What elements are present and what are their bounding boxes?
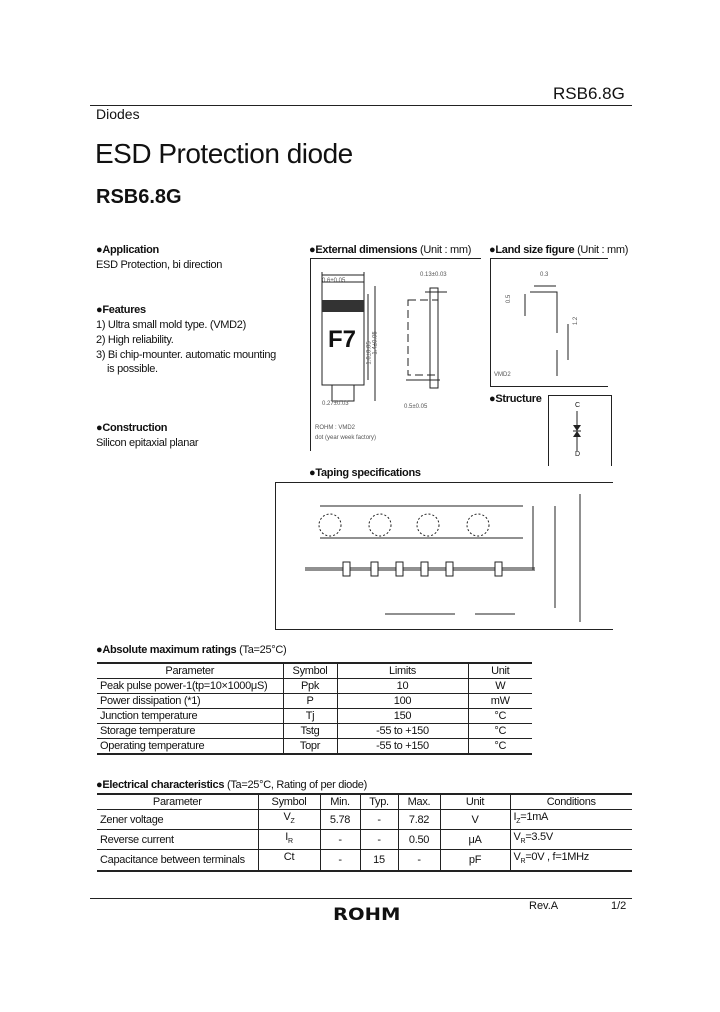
table-row (97, 709, 532, 724)
table-cell: 150 (337, 709, 468, 724)
table-row (97, 724, 532, 739)
land-dim: 0.5 (506, 294, 513, 304)
table-cell: Topr (283, 739, 337, 755)
table-cell: Ppk (283, 679, 337, 694)
symbol-text: V (283, 811, 291, 823)
package-label: ROHM : VMD2 (315, 425, 356, 431)
symbol-cell (258, 850, 320, 871)
unit-cell: pF (440, 850, 510, 871)
table-cell: °C (468, 739, 532, 755)
construction-text: Silicon epitaxial planar (96, 437, 199, 449)
table-cell: Operating temperature (97, 739, 283, 755)
pin-d-label: D (575, 451, 581, 458)
table-cell: Storage temperature (97, 724, 283, 739)
structure-heading: ●Structure (489, 393, 542, 405)
column-header: Min. (320, 794, 360, 810)
conditions-cell (510, 810, 632, 830)
max-cell: 0.50 (398, 830, 440, 850)
max-cell: 7.82 (398, 810, 440, 830)
min-cell: - (320, 850, 360, 871)
typ-cell: - (360, 810, 398, 830)
table-row (97, 739, 532, 755)
dim-label: 0.27±0.03 (322, 401, 349, 407)
symbol-cell (258, 830, 320, 850)
column-header: Unit (468, 663, 532, 679)
table-cell: 10 (337, 679, 468, 694)
land-package: VMD2 (494, 372, 511, 378)
table-cell: 100 (337, 694, 468, 709)
bidirectional-diode-symbol-icon (548, 395, 610, 465)
column-header: Symbol (258, 794, 320, 810)
header-divider (90, 105, 632, 106)
part-subtitle: RSB6.8G (96, 186, 182, 208)
min-cell: - (320, 830, 360, 850)
table-cell: Power dissipation (*1) (97, 694, 283, 709)
cond-text: V (513, 831, 521, 844)
table-cell: -55 to +150 (337, 724, 468, 739)
category-label: Diodes (96, 106, 140, 122)
cond-subscript: R (520, 838, 526, 846)
rohm-logo: ROHM (333, 905, 401, 925)
carrier-tape-drawing (275, 482, 612, 628)
cond-text: V (513, 851, 521, 864)
conditions-cell (510, 850, 632, 871)
column-header: Parameter (97, 794, 258, 810)
table-cell: Junction temperature (97, 709, 283, 724)
table-row (97, 850, 632, 871)
abs-max-table (97, 662, 532, 755)
header-part-number: RSB6.8G (553, 84, 625, 103)
land-dim: 1.2 (573, 316, 580, 326)
table-cell: mW (468, 694, 532, 709)
cond-subscript: R (520, 858, 526, 866)
column-header: Conditions (510, 794, 632, 810)
table-cell: -55 to +150 (337, 739, 468, 755)
table-cell: Tstg (283, 724, 337, 739)
land-dim: 0.3 (540, 272, 549, 278)
dim-label: 1.0±0.05 (366, 341, 373, 365)
external-dimensions-heading: ●External dimensions (Unit : mm) (309, 244, 472, 256)
unit-cell: V (440, 810, 510, 830)
symbol-subscript: Z (290, 818, 295, 826)
dim-label: 1.4±0.05 (372, 331, 379, 355)
feature-item: 2) High reliability. (96, 334, 174, 346)
typ-cell: 15 (360, 850, 398, 871)
min-cell: 5.78 (320, 810, 360, 830)
unit-cell: μA (440, 830, 510, 850)
features-heading: ●Features (96, 304, 146, 316)
dim-label: 0.13±0.03 (420, 272, 447, 278)
table-cell: P (283, 694, 337, 709)
marking-note: dot (year week factory) (315, 435, 377, 441)
table-row (97, 830, 632, 850)
table-cell: °C (468, 724, 532, 739)
dim-label: 0.6±0.05 (322, 278, 346, 284)
footer-divider (90, 898, 632, 899)
column-header: Parameter (97, 663, 283, 679)
column-header: Symbol (283, 663, 337, 679)
feature-item: 3) Bi chip-mounter. automatic mounting (96, 349, 276, 361)
page-title: ESD Protection diode (95, 138, 353, 169)
table-cell: Peak pulse power-1(tp=10×1000μS) (97, 679, 283, 694)
pin-c-label: C (575, 402, 581, 409)
cond-text: =0V , f=1MHz (525, 851, 589, 864)
revision-label: Rev.A (529, 900, 559, 912)
page-number: 1/2 (611, 900, 627, 912)
cond-subscript: Z (516, 818, 521, 826)
package-outline-drawing (310, 258, 480, 450)
column-header: Limits (337, 663, 468, 679)
column-header: Typ. (360, 794, 398, 810)
conditions-cell (510, 830, 632, 850)
cond-text: I (513, 811, 517, 823)
feature-item: is possible. (107, 363, 158, 375)
dim-label: 0.5±0.05 (404, 404, 428, 410)
table-row (97, 810, 632, 830)
land-pattern-drawing (490, 258, 607, 385)
feature-item: 1) Ultra small mold type. (VMD2) (96, 319, 246, 331)
table-cell: °C (468, 709, 532, 724)
table-cell: W (468, 679, 532, 694)
table-row (97, 694, 532, 709)
column-header: Unit (440, 794, 510, 810)
construction-heading: ●Construction (96, 422, 168, 434)
abs-max-heading: ●Absolute maximum ratings (Ta=25°C) (96, 644, 287, 656)
typ-cell: - (360, 830, 398, 850)
marking-code: F7 (328, 326, 357, 353)
param-cell: Zener voltage (97, 810, 258, 830)
table-cell: Tj (283, 709, 337, 724)
cond-text: =3.5V (525, 831, 553, 844)
column-header: Max. (398, 794, 440, 810)
cond-text: =1mA (520, 811, 549, 823)
symbol-cell (258, 810, 320, 830)
electrical-characteristics-table (97, 793, 632, 872)
elec-heading: ●Electrical characteristics (Ta=25°C, Rating of per diode) (96, 779, 367, 791)
taping-heading: ●Taping specifications (309, 467, 421, 479)
table-row (97, 679, 532, 694)
symbol-text: I (285, 831, 288, 844)
param-cell: Reverse current (97, 830, 258, 850)
application-heading: ●Application (96, 244, 159, 256)
land-size-heading: ●Land size figure (Unit : mm) (489, 244, 629, 256)
symbol-text: Ct (283, 851, 295, 864)
symbol-subscript: R (288, 838, 293, 846)
max-cell: - (398, 850, 440, 871)
param-cell: Capacitance between terminals (97, 850, 258, 871)
application-text: ESD Protection, bi direction (96, 259, 223, 271)
